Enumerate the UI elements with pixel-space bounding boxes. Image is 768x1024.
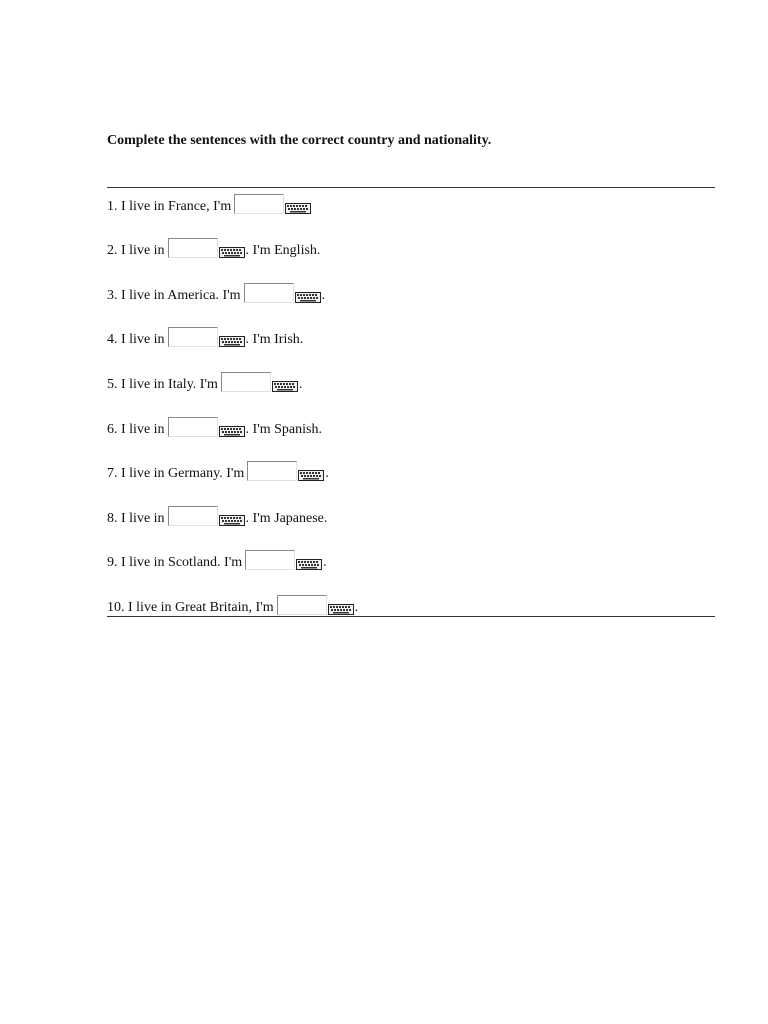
exercise-5-answer-input[interactable] [221,372,271,392]
exercise-9-answer-input[interactable] [245,550,295,570]
exercise-7-text-before: 7. I live in Germany. I'm [107,466,245,481]
exercise-3-answer-input[interactable] [244,283,294,303]
exercise-3-text-after: . [321,288,326,303]
exercise-6-answer-input[interactable] [168,417,218,437]
exercise-item-6 [107,415,322,439]
exercise-4-text-after: . I'm Irish. [245,332,304,347]
exercise-10-text-after: . [354,600,359,615]
exercise-2-text-before: 2. I live in [107,243,165,258]
exercise-item-2 [107,236,320,260]
exercise-5-text-after: . [298,377,303,392]
exercise-4-text-before: 4. I live in [107,332,165,347]
keyboard-icon[interactable] [219,426,245,437]
keyboard-icon[interactable] [328,604,354,615]
exercise-item-10 [107,593,358,617]
exercise-6-text-after: . I'm Spanish. [245,422,322,437]
keyboard-icon[interactable] [296,559,322,570]
exercise-9-text-after: . [323,555,327,570]
exercise-item-4 [107,325,303,349]
exercise-7-answer-input[interactable] [247,461,297,481]
exercise-item-7 [107,459,329,483]
exercise-item-5 [107,370,302,394]
exercise-7-text-after: . [325,466,329,481]
keyboard-icon[interactable] [285,203,311,214]
exercise-item-3 [107,281,325,305]
exercise-8-text-before: 8. I live in [107,511,165,526]
keyboard-icon[interactable] [219,515,245,526]
exercise-6-text-before: 6. I live in [107,422,165,437]
top-divider [107,187,715,188]
exercise-4-answer-input[interactable] [168,327,218,347]
exercise-10-answer-input[interactable] [277,595,327,615]
exercise-8-text-after: . I'm Japanese. [245,511,328,526]
keyboard-icon[interactable] [219,336,245,347]
exercise-8-answer-input[interactable] [168,506,218,526]
keyboard-icon[interactable] [272,381,298,392]
exercise-9-text-before: 9. I live in Scotland. I'm [107,555,243,570]
exercise-1-text-before: 1. I live in France, I'm [107,199,232,214]
keyboard-icon[interactable] [219,247,245,258]
instructions-heading: Complete the sentences with the correct country and nationality. [107,133,492,148]
exercise-2-text-after: . I'm English. [245,243,321,258]
bottom-divider [107,616,715,617]
exercise-1-answer-input[interactable] [234,194,284,214]
keyboard-icon[interactable] [295,292,321,303]
exercise-10-text-before: 10. I live in Great Britain, I'm [107,600,274,615]
exercise-item-9 [107,548,327,572]
exercise-5-text-before: 5. I live in Italy. I'm [107,377,218,392]
exercise-item-1 [107,192,312,216]
keyboard-icon[interactable] [298,470,324,481]
exercise-3-text-before: 3. I live in America. I'm [107,288,241,303]
exercise-2-answer-input[interactable] [168,238,218,258]
exercise-item-8 [107,504,327,528]
